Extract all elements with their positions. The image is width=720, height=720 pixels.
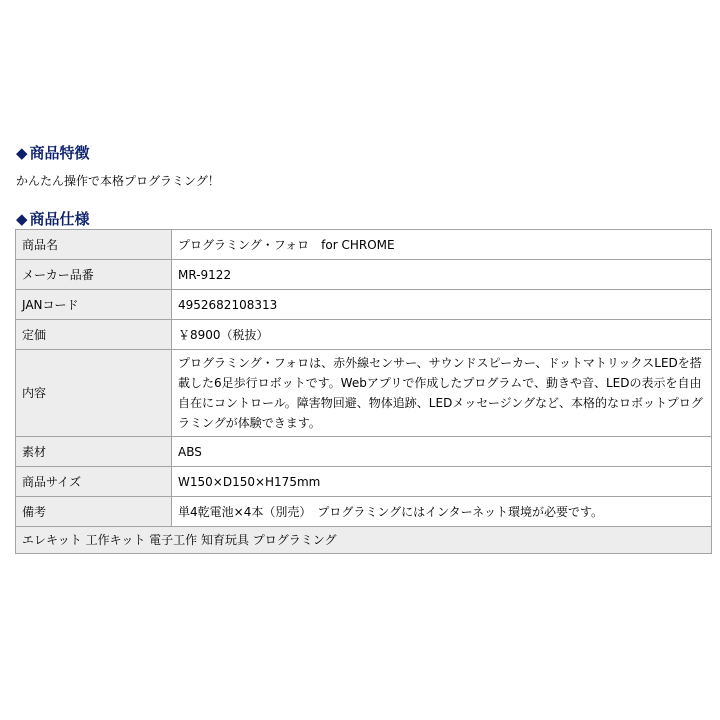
spec-value: W150×D150×H175mm — [172, 467, 712, 497]
spec-row-material — [16, 437, 712, 467]
spec-label: JANコード — [16, 290, 172, 320]
spec-row-notes — [16, 497, 712, 527]
spec-label: メーカー品番 — [16, 260, 172, 290]
features-heading-text: 商品特徴 — [29, 144, 90, 162]
spec-value: 単4乾電池×4本（別売） プログラミングにはインターネット環境が必要です。 — [172, 497, 712, 527]
spec-label: 素材 — [16, 437, 172, 467]
spec-row-model-number — [16, 260, 712, 290]
tag-list: エレキット 工作キット 電子工作 知育玩具 プログラミング — [16, 527, 712, 554]
spec-value: プログラミング・フォロ for CHROME — [172, 230, 712, 260]
diamond-bullet-icon: ◆ — [16, 144, 28, 162]
spec-row-price — [16, 320, 712, 350]
spec-value: ￥8900（税抜） — [172, 320, 712, 350]
spec-label: 内容 — [16, 350, 172, 437]
spec-row-tags — [16, 527, 712, 554]
spec-value: MR-9122 — [172, 260, 712, 290]
spec-value: プログラミング・フォロは、赤外線センサー、サウンドスピーカー、ドットマトリックスLEDを搭載した6足歩行ロボットです。Webアプリで作成したプログラムで、動きや音、LEDの表示を自由自在にコントロール。障害物回避、物体追跡、LEDメッセージングなど、本格的なロボットプログラミングが体験できます。 — [172, 350, 712, 437]
spec-label: 商品サイズ — [16, 467, 172, 497]
spec-row-jan-code — [16, 290, 712, 320]
spec-row-contents — [16, 350, 712, 437]
specs-heading-text: 商品仕様 — [29, 210, 90, 228]
spec-row-size — [16, 467, 712, 497]
spec-row-product-name — [16, 230, 712, 260]
specs-heading — [16, 208, 90, 229]
spec-label: 商品名 — [16, 230, 172, 260]
spec-value: ABS — [172, 437, 712, 467]
spec-label: 備考 — [16, 497, 172, 527]
spec-table — [15, 229, 712, 554]
spec-value: 4952682108313 — [172, 290, 712, 320]
features-heading — [16, 142, 90, 163]
spec-label: 定価 — [16, 320, 172, 350]
diamond-bullet-icon: ◆ — [16, 210, 28, 228]
features-text: かんたん操作で本格プログラミング！ — [16, 174, 220, 188]
